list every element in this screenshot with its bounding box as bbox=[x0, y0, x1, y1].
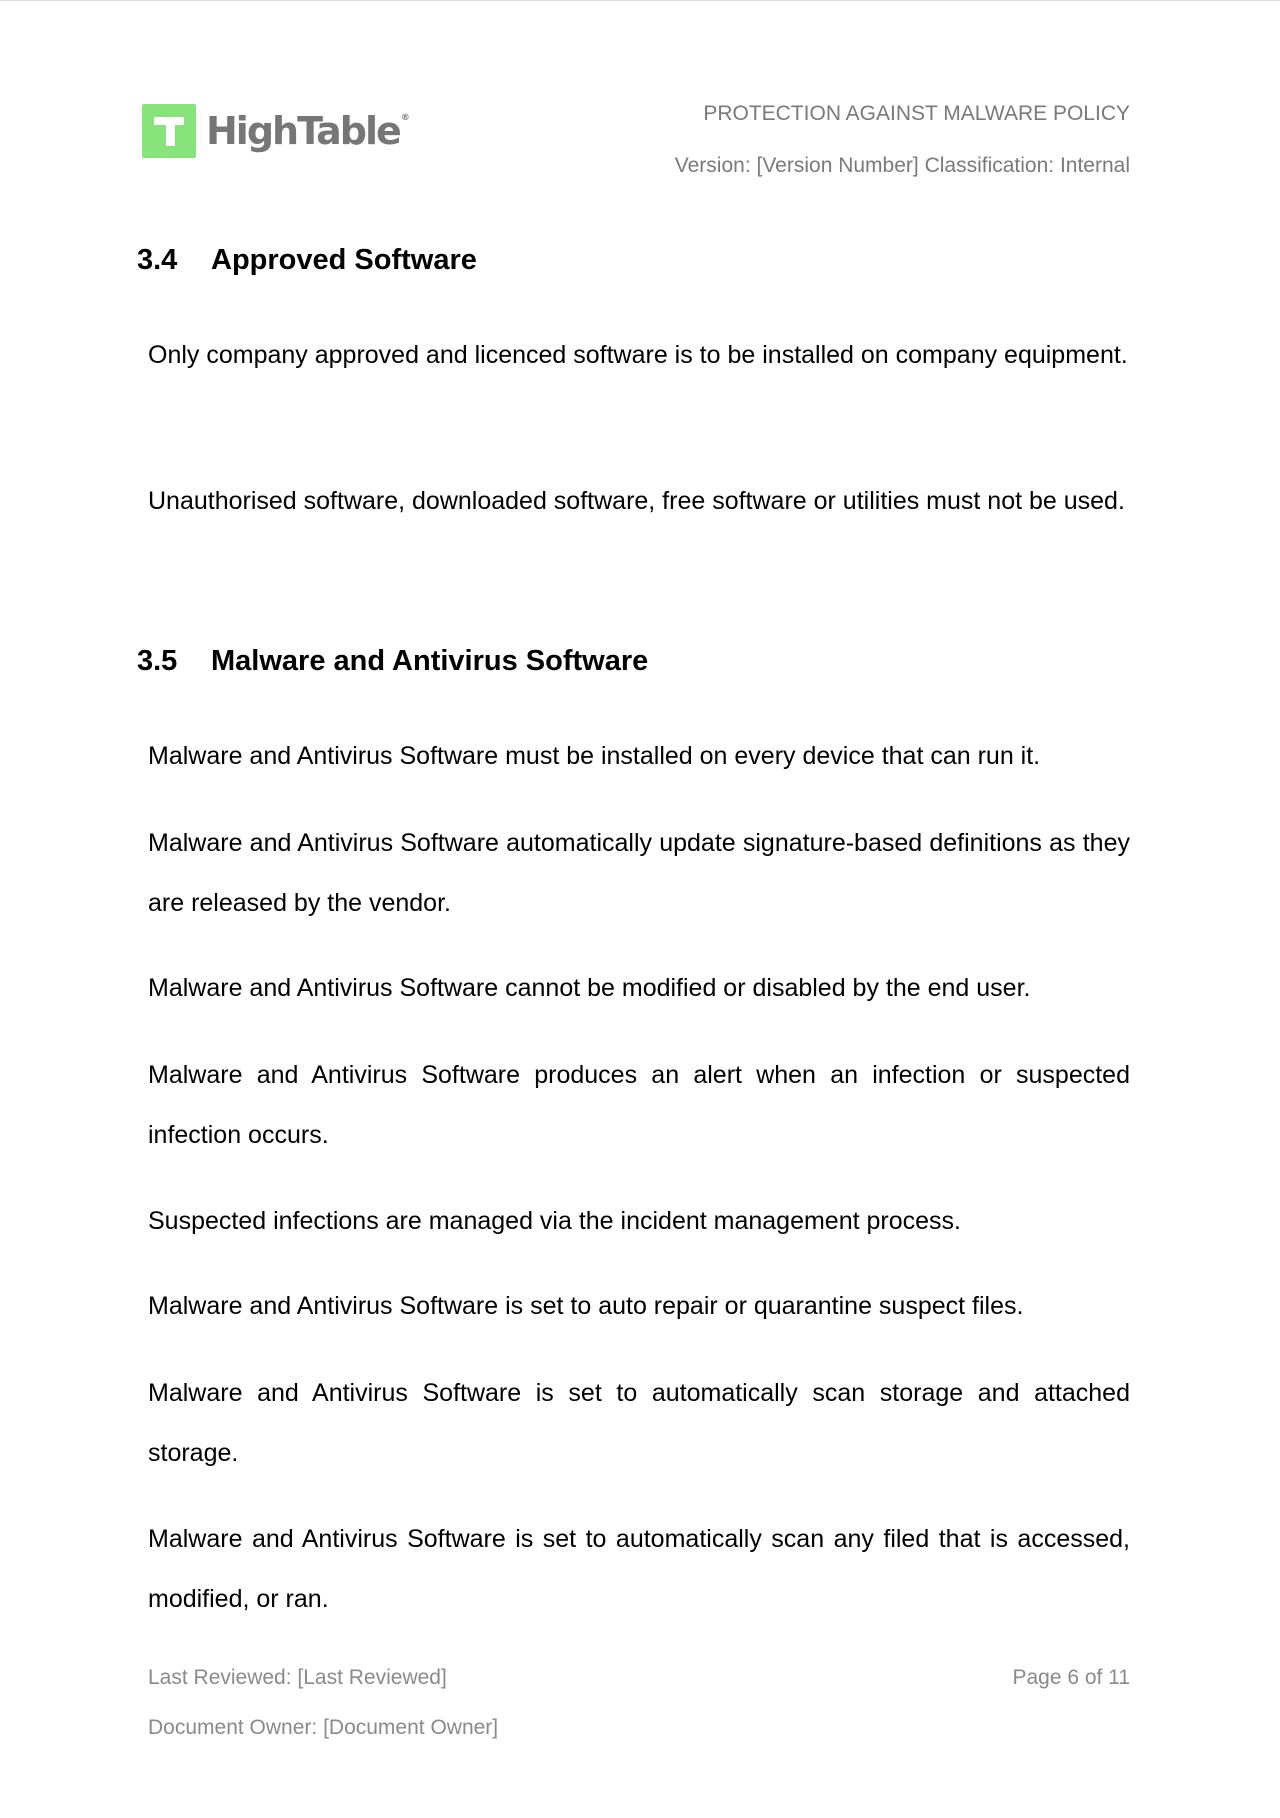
section-title: Approved Software bbox=[211, 244, 477, 276]
paragraph: Malware and Antivirus Software must be installed on every device that can run it. bbox=[148, 742, 1041, 770]
paragraph: Unauthorised software, downloaded software, free software or utilities must not be used. bbox=[148, 487, 1125, 515]
page-top-rule bbox=[0, 0, 1280, 1]
paragraph: Malware and Antivirus Software is set to automatically scan any filed that is accessed, modified, or ran. bbox=[148, 1525, 1130, 1613]
hightable-logo-icon bbox=[142, 104, 196, 158]
hightable-logo bbox=[142, 104, 410, 158]
paragraph: Malware and Antivirus Software is set to automatically scan storage and attached storage. bbox=[148, 1379, 1130, 1467]
last-reviewed: Last Reviewed: [Last Reviewed] bbox=[148, 1666, 447, 1689]
paragraph: Only company approved and licenced software is to be installed on company equipment. bbox=[148, 341, 1128, 369]
document-header bbox=[675, 100, 1130, 180]
paragraph: Malware and Antivirus Software automatically update signature-based definitions as they are released by the vendor. bbox=[148, 829, 1130, 917]
paragraph: Malware and Antivirus Software is set to auto repair or quarantine suspect files. bbox=[148, 1292, 1024, 1320]
document-title: PROTECTION AGAINST MALWARE POLICY bbox=[703, 102, 1130, 125]
section-number: 3.4 bbox=[137, 244, 178, 276]
page-number: Page 6 of 11 bbox=[1012, 1666, 1130, 1689]
paragraph: Suspected infections are managed via the incident management process. bbox=[148, 1207, 961, 1235]
section-heading-3-4 bbox=[137, 240, 477, 280]
section-heading-3-5 bbox=[137, 641, 648, 681]
paragraph: Malware and Antivirus Software produces an alert when an infection or suspected infection occurs. bbox=[148, 1061, 1130, 1149]
document-owner: Document Owner: [Document Owner] bbox=[148, 1716, 499, 1739]
paragraph: Malware and Antivirus Software cannot be modified or disabled by the end user. bbox=[148, 974, 1031, 1002]
section-title: Malware and Antivirus Software bbox=[211, 645, 649, 677]
logo-wordmark: HighTable® bbox=[206, 109, 410, 153]
version-classification: Version: [Version Number] Classification: Internal bbox=[674, 154, 1130, 177]
section-number: 3.5 bbox=[137, 645, 178, 677]
